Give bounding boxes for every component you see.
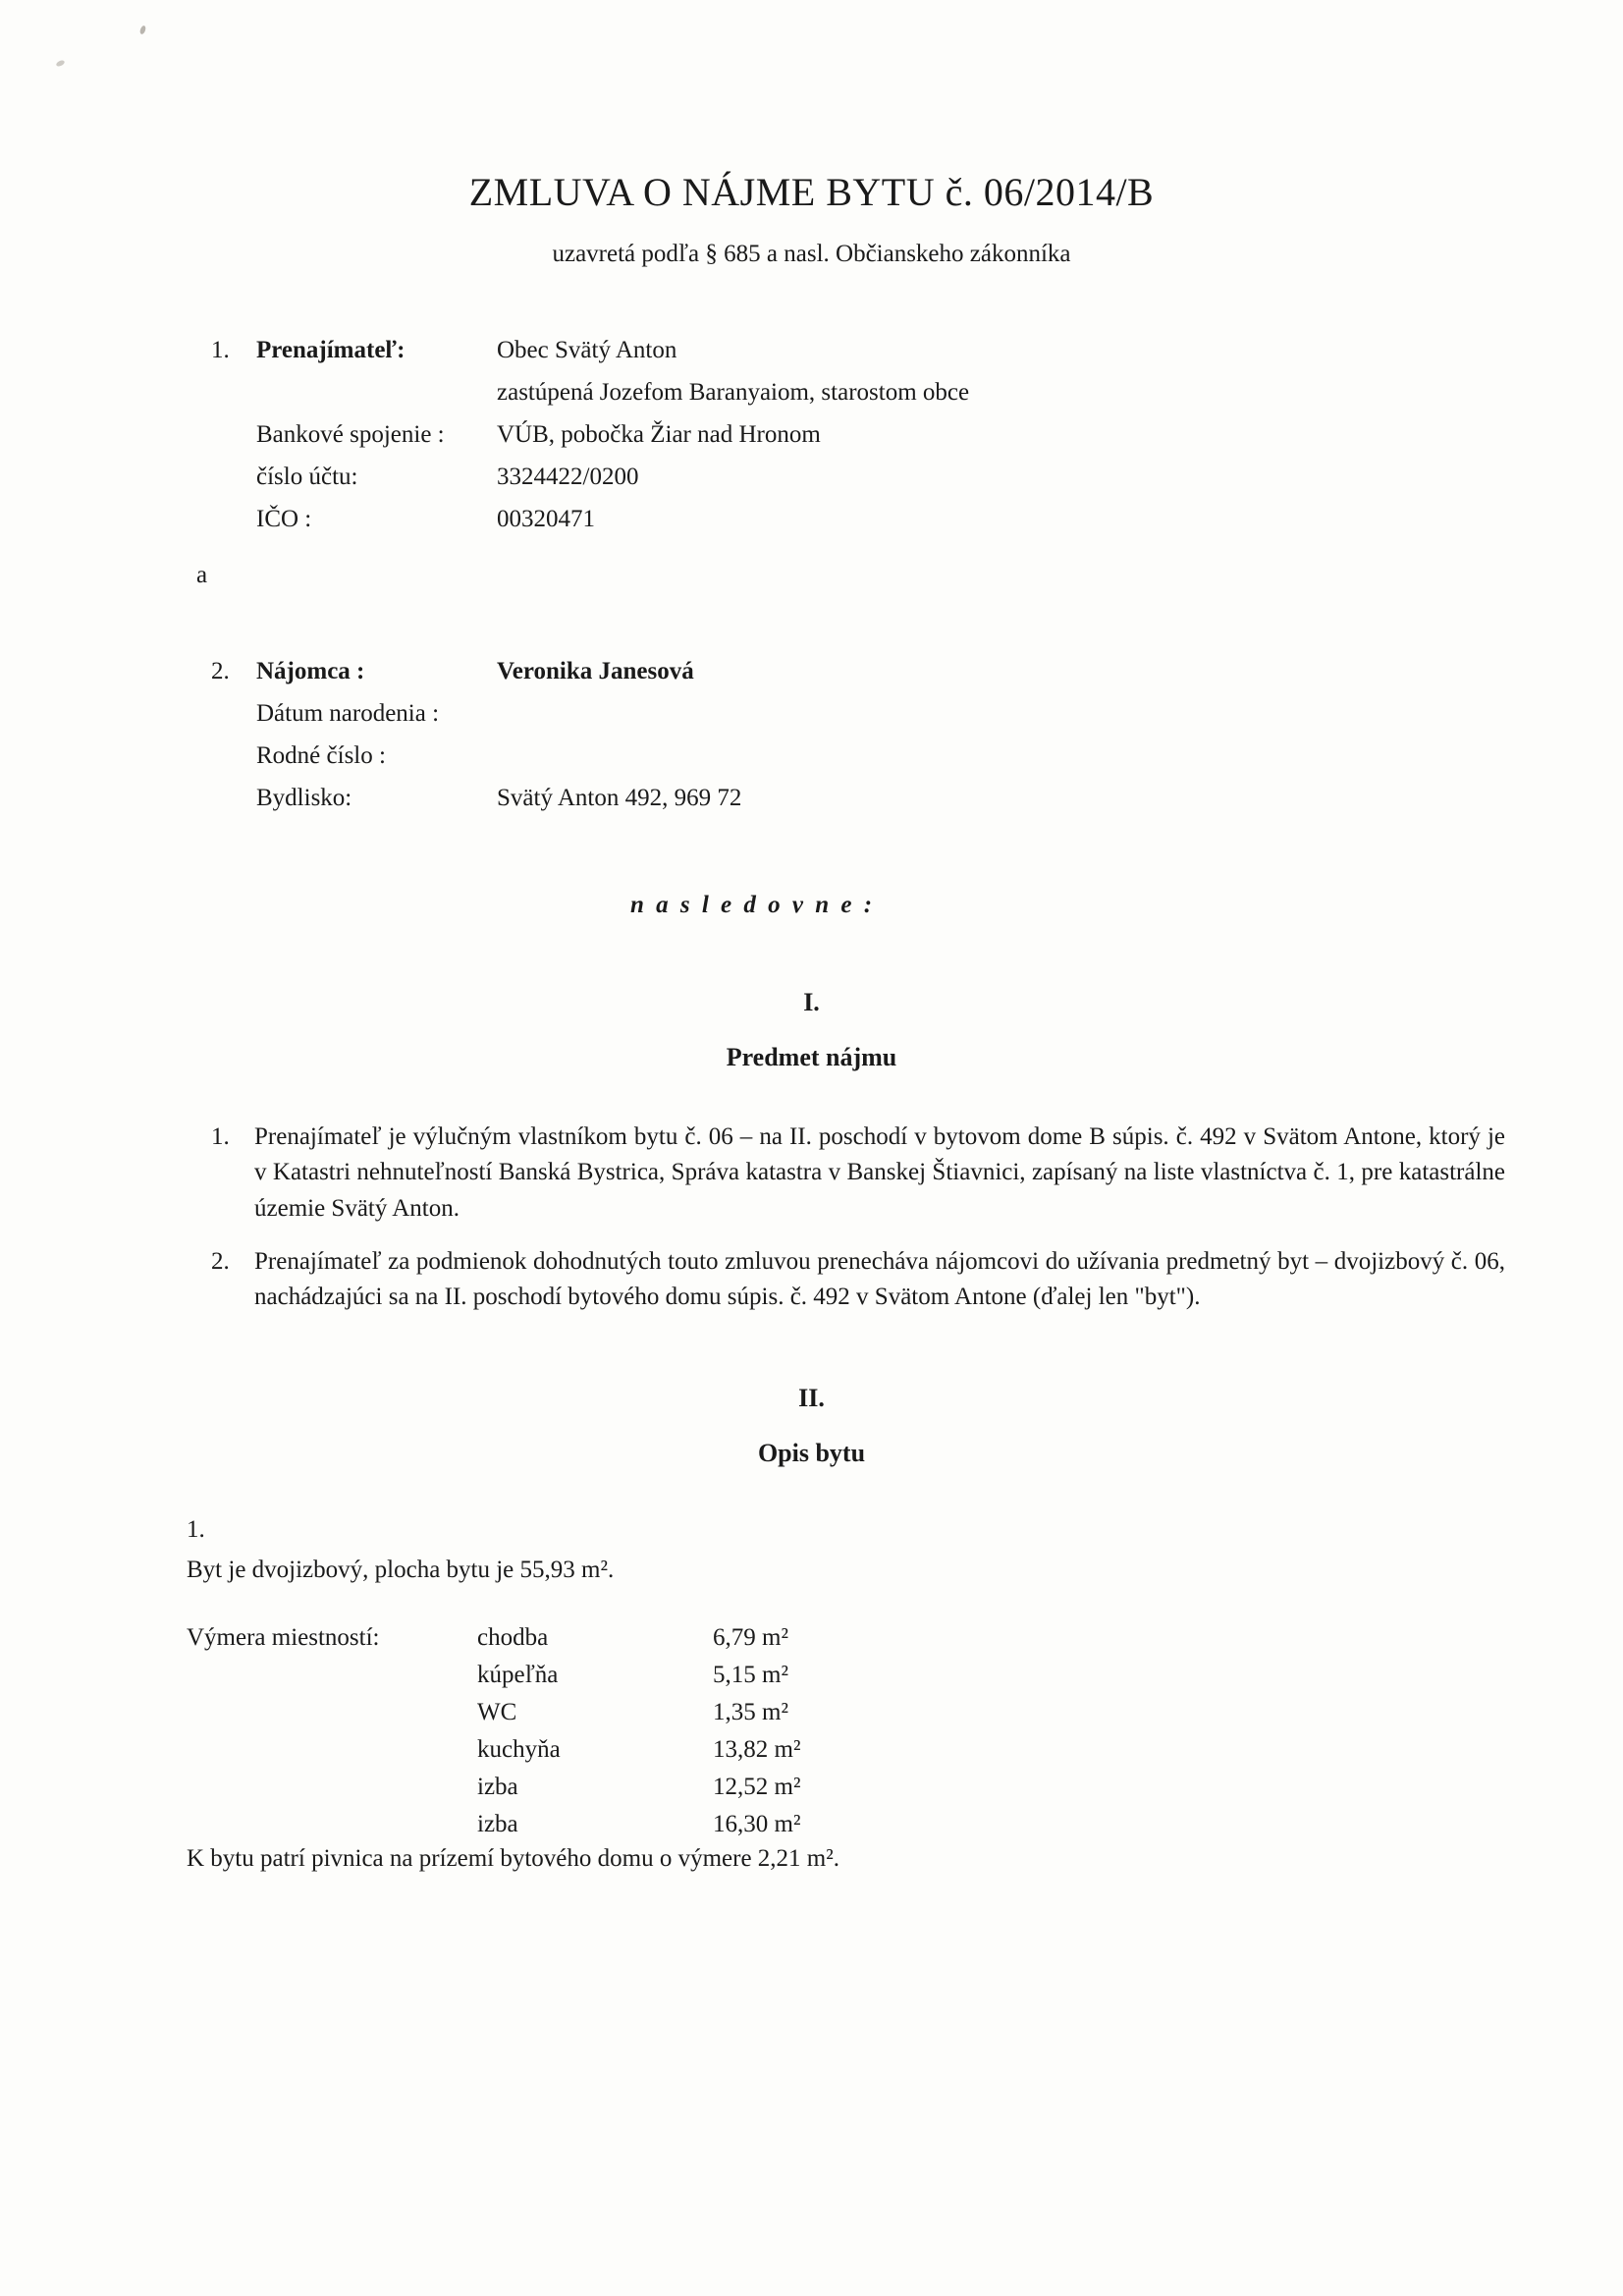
personal-id-label: Rodné číslo : <box>256 742 386 769</box>
room-area: 6,79 m² <box>713 1623 788 1651</box>
tenant-birth-row <box>211 692 1623 735</box>
nasledovne-text: n a s l e d o v n e : <box>629 892 876 918</box>
table-row <box>477 1657 1623 1694</box>
spacer <box>211 371 256 413</box>
spacer <box>256 371 497 413</box>
room-area: 13,82 m² <box>713 1735 801 1763</box>
item-text: Prenajímateľ za podmienok dohodnutých touto zmluvou prenecháva nájomcovi do užívania predmetný byt – dvojizbový č. 06, nachádzajúci sa na II. poschodí bytového domu súpis. č. 492 v Svätom Antone (ďalej len "byt"). <box>254 1247 1505 1310</box>
conjunction-a: a <box>196 562 208 588</box>
bank-label: Bankové spojenie : <box>256 421 445 448</box>
room-name: WC <box>477 1698 517 1725</box>
room-area: 12,52 m² <box>713 1773 801 1800</box>
room-name: kuchyňa <box>477 1735 561 1763</box>
article-2-item-number: 1. <box>187 1516 205 1544</box>
landlord-account-row <box>211 456 1623 498</box>
article-1-roman: I. <box>803 988 820 1016</box>
landlord-name: Obec Svätý Anton <box>497 337 677 363</box>
account-value: 3324422/0200 <box>497 464 639 490</box>
article-2-heading: Opis bytu <box>757 1439 866 1468</box>
room-name: chodba <box>477 1623 549 1651</box>
document-subtitle: uzavretá podľa § 685 a nasl. Občianskeho zákonníka <box>552 241 1071 267</box>
bank-value: VÚB, pobočka Žiar nad Hronom <box>497 421 821 448</box>
landlord-representative: zastúpená Jozefom Baranyaiom, starostom obce <box>497 379 970 406</box>
table-row <box>477 1806 1623 1843</box>
tenant-name-row <box>211 650 1623 692</box>
tenant-label: Nájomca : <box>256 658 365 684</box>
rooms-header-row <box>187 1619 1623 1657</box>
tenant-personal-id-row <box>211 735 1623 777</box>
landlord-ico-row <box>211 498 1623 540</box>
article-2-description: Byt je dvojizbový, plocha bytu je 55,93 m². <box>187 1557 615 1583</box>
room-name: izba <box>477 1773 518 1800</box>
ico-value: 00320471 <box>497 506 595 532</box>
account-label: číslo účtu: <box>256 464 358 490</box>
tenant-block <box>0 650 1623 819</box>
article-2-intro <box>0 1511 1623 1590</box>
birth-value <box>497 692 1623 735</box>
landlord-number: 1. <box>211 337 230 363</box>
article-2-roman: II. <box>798 1384 825 1413</box>
table-row <box>477 1694 1623 1731</box>
birth-label: Dátum narodenia : <box>256 700 440 727</box>
list-item <box>211 1244 1505 1316</box>
ico-label: IČO : <box>256 506 312 532</box>
article-1-heading: Predmet nájmu <box>726 1043 897 1071</box>
rooms-label: Výmera miestností: <box>187 1623 380 1651</box>
cellar-note: K bytu patrí pivnica na prízemí bytového domu o výmere 2,21 m². <box>187 1844 839 1872</box>
article-1-items <box>0 1120 1623 1315</box>
tenant-address-row <box>211 777 1623 819</box>
landlord-name-row <box>211 329 1623 371</box>
address-value: Svätý Anton 492, 969 72 <box>497 785 742 811</box>
table-row <box>477 1731 1623 1769</box>
table-row <box>477 1769 1623 1806</box>
room-name: kúpeľňa <box>477 1661 559 1688</box>
rooms-rows <box>187 1657 1623 1843</box>
page-title: ZMLUVA O NÁJME BYTU č. 06/2014/B <box>468 170 1155 214</box>
landlord-representative-row <box>211 371 1623 413</box>
tenant-number: 2. <box>211 658 230 684</box>
room-area: 16,30 m² <box>713 1810 801 1837</box>
landlord-label: Prenajímateľ: <box>256 337 406 363</box>
item-marker: 1. <box>211 1123 230 1150</box>
room-area: 5,15 m² <box>713 1661 788 1688</box>
landlord-bank-row <box>211 413 1623 456</box>
landlord-block <box>0 329 1623 540</box>
room-area: 1,35 m² <box>713 1698 788 1725</box>
item-text: Prenajímateľ je výlučným vlastníkom bytu č. 06 – na II. poschodí v bytovom dome B súpis. č. 492 v Svätom Antone, ktorý je v Katastri nehnuteľností Banská Bystrica, Správa katastra v Banskej Štiavnici, zapísaný na liste vlastníctva č. 1, pre katastrálne územie Svätý Anton. <box>254 1123 1505 1222</box>
item-marker: 2. <box>211 1247 230 1275</box>
list-item <box>211 1120 1505 1227</box>
rooms-area-table <box>0 1619 1623 1843</box>
personal-id-value <box>497 735 1623 777</box>
tenant-name: Veronika Janesová <box>497 658 694 684</box>
room-name: izba <box>477 1810 518 1837</box>
address-label: Bydlisko: <box>256 785 352 811</box>
